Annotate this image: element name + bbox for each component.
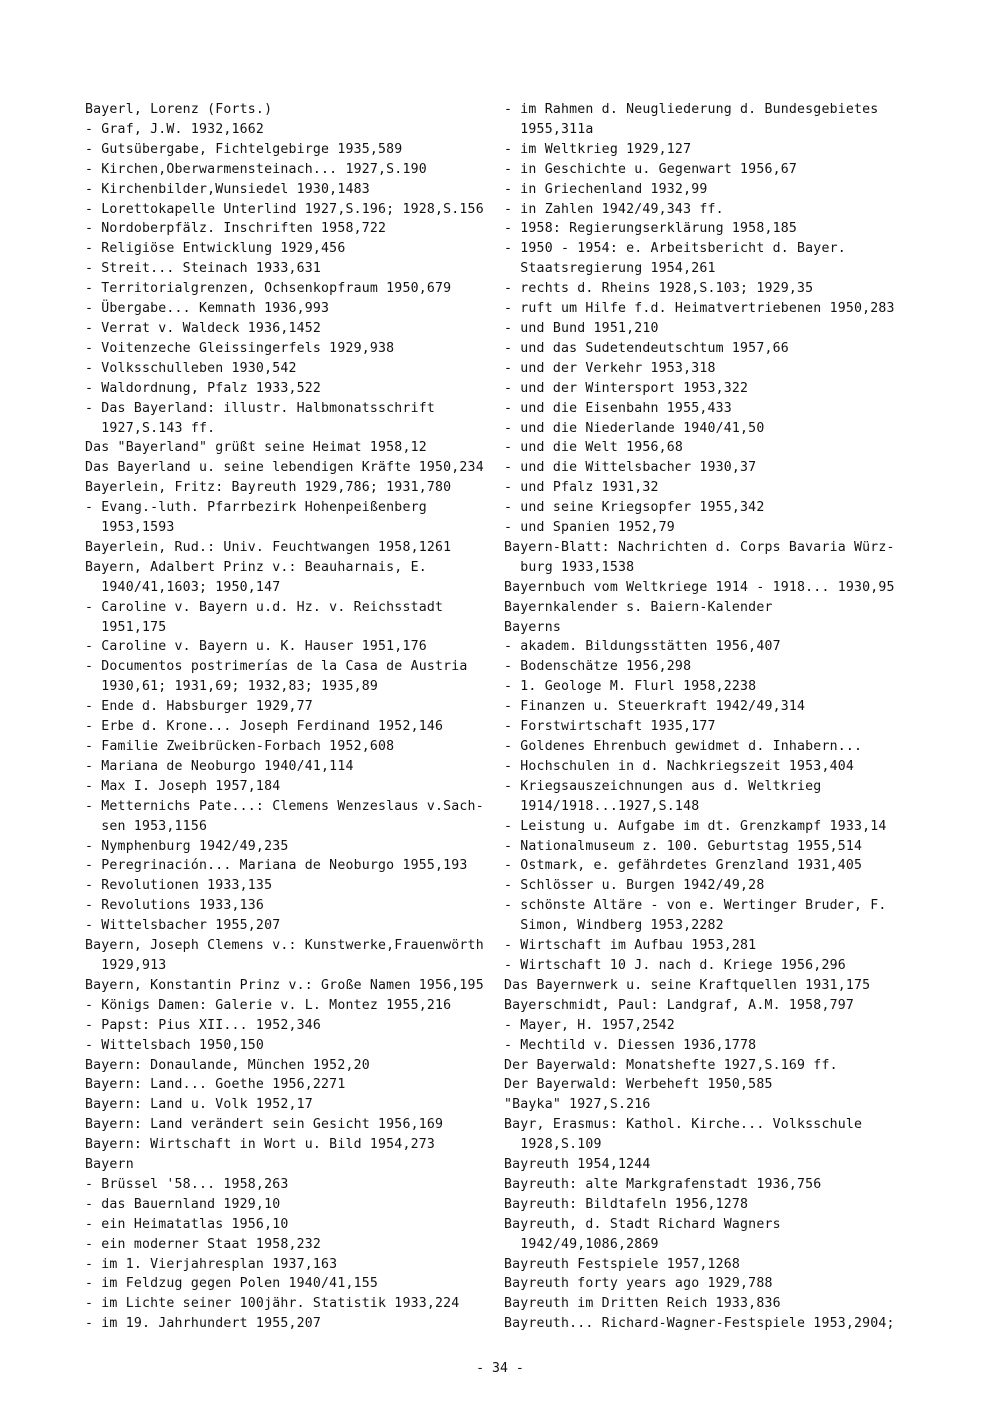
index-entry-line: - Nordoberpfälz. Inschriften 1958,722: [85, 221, 387, 237]
index-entry-line: Bayerlein, Rud.: Univ. Feuchtwangen 1958,1261: [85, 539, 452, 555]
index-entry-line: - Caroline v. Bayern u. K. Hauser 1951,176: [85, 639, 427, 655]
index-entry-line: - im Lichte seiner 100jähr. Statistik 1933,224: [85, 1296, 460, 1312]
index-entry-line: - Mayer, H. 1957,2542: [504, 1017, 675, 1033]
index-entry-line: - ein Heimatatlas 1956,10: [85, 1216, 289, 1232]
index-entry-line: Bayernkalender s. Baiern-Kalender: [504, 599, 773, 615]
index-entry-line: - und seine Kriegsopfer 1955,342: [504, 500, 765, 516]
index-entry-line: 1914/1918...1927,S.148: [504, 798, 700, 814]
index-entry-line: Bayreuth forty years ago 1929,788: [504, 1276, 773, 1292]
index-entry-line: Bayern, Joseph Clemens v.: Kunstwerke,Frauenwörth: [85, 938, 484, 954]
index-entry-line: - Religiöse Entwicklung 1929,456: [85, 241, 346, 257]
index-entry-line: - Kirchen,Oberwarmensteinach... 1927,S.190: [85, 161, 427, 177]
index-entry-line: - Brüssel '58... 1958,263: [85, 1176, 289, 1192]
index-entry-line: - Volksschulleben 1930,542: [85, 360, 297, 376]
index-entry-line: - Nymphenburg 1942/49,235: [85, 838, 289, 854]
index-entry-line: Bayerns: [504, 619, 561, 635]
index-entry-line: - Übergabe... Kemnath 1936,993: [85, 301, 330, 317]
index-entry-line: - und die Welt 1956,68: [504, 440, 684, 456]
index-entry-line: Bayern: Land... Goethe 1956,2271: [85, 1077, 346, 1093]
index-entry-line: Das "Bayerland" grüßt seine Heimat 1958,12: [85, 440, 427, 456]
index-entry-line: - im Feldzug gegen Polen 1940/41,155: [85, 1276, 379, 1292]
index-entry-line: Bayerschmidt, Paul: Landgraf, A.M. 1958,797: [504, 997, 855, 1013]
index-entry-line: - Caroline v. Bayern u.d. Hz. v. Reichsstadt: [85, 599, 444, 615]
index-entry-line: Bayreuth: Bildtafeln 1956,1278: [504, 1196, 749, 1212]
index-entry-line: - 1. Geologe M. Flurl 1958,2238: [504, 679, 757, 695]
index-entry-line: Bayern: Wirtschaft in Wort u. Bild 1954,273: [85, 1137, 436, 1153]
index-entry-line: - 1958: Regierungserklärung 1958,185: [504, 221, 798, 237]
index-entry-line: Bayern: Donaulande, München 1952,20: [85, 1057, 370, 1073]
index-entry-line: - Mechtild v. Diessen 1936,1778: [504, 1037, 757, 1053]
index-entry-line: 1951,175: [85, 619, 167, 635]
index-entry-line: sen 1953,1156: [85, 818, 208, 834]
index-entry-line: - das Bauernland 1929,10: [85, 1196, 281, 1212]
index-entry-line: - in Zahlen 1942/49,343 ff.: [504, 201, 724, 217]
index-entry-line: - Wittelsbach 1950,150: [85, 1037, 265, 1053]
index-entry-line: - Das Bayerland: illustr. Halbmonatsschrift: [85, 400, 436, 416]
index-entry-line: 1929,913: [85, 957, 167, 973]
index-entry-line: - akadem. Bildungsstätten 1956,407: [504, 639, 781, 655]
index-entry-line: - Revolutionen 1933,135: [85, 878, 273, 894]
index-entry-line: - in Griechenland 1932,99: [504, 181, 708, 197]
index-entry-line: Bayreuth 1954,1244: [504, 1157, 651, 1173]
index-entry-line: - im 19. Jahrhundert 1955,207: [85, 1316, 322, 1332]
index-entry-line: - im Weltkrieg 1929,127: [504, 141, 692, 157]
index-entry-line: - Familie Zweibrücken-Forbach 1952,608: [85, 739, 395, 754]
index-entry-line: - Voitenzeche Gleissingerfels 1929,938: [85, 340, 395, 356]
index-entry-line: - Streit... Steinach 1933,631: [85, 261, 322, 277]
index-entry-line: Simon, Windberg 1953,2282: [504, 918, 724, 934]
index-entry-line: - im Rahmen d. Neugliederung d. Bundesgebietes: [504, 102, 879, 117]
index-entry-line: - Max I. Joseph 1957,184: [85, 778, 281, 794]
index-entry-line: - in Geschichte u. Gegenwart 1956,67: [504, 161, 798, 177]
index-entry-line: - Wirtschaft 10 J. nach d. Kriege 1956,296: [504, 957, 846, 973]
index-entry-line: - und Pfalz 1931,32: [504, 480, 659, 496]
page-number: - 34 -: [476, 1361, 524, 1376]
index-entry-line: - Waldordnung, Pfalz 1933,522: [85, 380, 322, 396]
index-entry-line: Bayernbuch vom Weltkriege 1914 - 1918... 1930,95: [504, 579, 895, 595]
index-entry-line: - Wirtschaft im Aufbau 1953,281: [504, 938, 757, 954]
index-entry-line: 1927,S.143 ff.: [85, 420, 216, 436]
index-entry-line: - und das Sudetendeutschtum 1957,66: [504, 340, 789, 356]
index-entry-line: - Bodenschätze 1956,298: [504, 659, 692, 675]
index-entry-line: - Gutsübergabe, Fichtelgebirge 1935,589: [85, 141, 403, 157]
index-entry-line: - Leistung u. Aufgabe im dt. Grenzkampf 1933,14: [504, 818, 887, 834]
index-entry-line: - Graf, J.W. 1932,1662: [85, 121, 265, 137]
index-entry-line: - ein moderner Staat 1958,232: [85, 1236, 322, 1252]
index-entry-line: Das Bayerland u. seine lebendigen Kräfte 1950,234: [85, 460, 484, 476]
index-entry-line: "Bayka" 1927,S.216: [504, 1097, 651, 1113]
index-entry-line: Bayreuth Festspiele 1957,1268: [504, 1256, 741, 1272]
index-entry-line: 1942/49,1086,2869: [504, 1236, 659, 1252]
index-entry-line: Bayr, Erasmus: Kathol. Kirche... Volksschule: [504, 1117, 863, 1133]
index-entry-line: - Evang.-luth. Pfarrbezirk Hohenpeißenberg: [85, 500, 427, 516]
index-entry-line: - Metternichs Pate...: Clemens Wenzeslaus v.Sach-: [85, 798, 484, 814]
index-entry-line: Bayreuth im Dritten Reich 1933,836: [504, 1296, 781, 1312]
index-entry-line: 1940/41,1603; 1950,147: [85, 579, 281, 595]
index-entry-line: Der Bayerwald: Monatshefte 1927,S.169 ff.: [504, 1057, 838, 1073]
index-entry-line: - 1950 - 1954: e. Arbeitsbericht d. Bayer.: [504, 241, 846, 257]
index-entry-line: Bayern, Konstantin Prinz v.: Große Namen 1956,195: [85, 977, 484, 993]
index-entry-line: - schönste Altäre - von e. Wertinger Bruder, F.: [504, 898, 887, 914]
index-entry-line: - Kirchenbilder,Wunsiedel 1930,1483: [85, 181, 370, 197]
index-entry-line: - Documentos postrimerías de la Casa de Austria: [85, 659, 468, 675]
index-entry-line: Staatsregierung 1954,261: [504, 261, 716, 277]
index-entry-line: - und die Wittelsbacher 1930,37: [504, 460, 757, 476]
index-entry-line: 1930,61; 1931,69; 1932,83; 1935,89: [85, 679, 379, 695]
index-entry-line: - Königs Damen: Galerie v. L. Montez 1955,216: [85, 997, 452, 1013]
index-entry-line: Bayern: Land u. Volk 1952,17: [85, 1097, 313, 1113]
left-column: [85, 100, 485, 1334]
index-entry-line: Bayreuth, d. Stadt Richard Wagners: [504, 1216, 781, 1232]
index-entry-line: - Finanzen u. Steuerkraft 1942/49,314: [504, 699, 806, 715]
index-entry-line: - Goldenes Ehrenbuch gewidmet d. Inhabern...: [504, 739, 863, 754]
index-entry-line: - Nationalmuseum z. 100. Geburtstag 1955,514: [504, 838, 863, 854]
index-entry-line: 1953,1593: [85, 520, 175, 536]
index-entry-line: 1955,311a: [504, 121, 594, 137]
index-entry-line: - rechts d. Rheins 1928,S.103; 1929,35: [504, 281, 814, 297]
index-entry-line: - Lorettokapelle Unterlind 1927,S.196; 1928,S.156: [85, 201, 484, 217]
index-entry-line: - Forstwirtschaft 1935,177: [504, 719, 716, 735]
index-entry-line: - Wittelsbacher 1955,207: [85, 918, 281, 934]
index-entry-line: Bayern: Land verändert sein Gesicht 1956,169: [85, 1117, 444, 1133]
index-entry-line: Bayern, Adalbert Prinz v.: Beauharnais, E.: [85, 559, 427, 575]
index-entry-line: - im 1. Vierjahresplan 1937,163: [85, 1256, 338, 1272]
index-entry-line: burg 1933,1538: [504, 559, 635, 575]
index-entry-line: - Kriegsauszeichnungen aus d. Weltkrieg: [504, 778, 822, 794]
index-entry-line: - und die Eisenbahn 1955,433: [504, 400, 732, 416]
index-entry-line: Der Bayerwald: Werbeheft 1950,585: [504, 1077, 773, 1093]
right-column: [504, 100, 904, 1334]
index-entry-line: Bayern-Blatt: Nachrichten d. Corps Bavaria Würz-: [504, 539, 895, 555]
index-entry-line: - Hochschulen in d. Nachkriegszeit 1953,404: [504, 758, 855, 774]
index-entry-line: - und der Verkehr 1953,318: [504, 360, 716, 376]
index-entry-line: Bayerlein, Fritz: Bayreuth 1929,786; 1931,780: [85, 480, 452, 496]
index-entry-line: - und Spanien 1952,79: [504, 520, 675, 536]
index-entry-line: - und die Niederlande 1940/41,50: [504, 420, 765, 436]
index-entry-line: - Verrat v. Waldeck 1936,1452: [85, 320, 322, 336]
index-entry-line: Bayerl, Lorenz (Forts.): [85, 102, 273, 117]
index-entry-line: - Territorialgrenzen, Ochsenkopfraum 1950,679: [85, 281, 452, 297]
index-entry-line: Das Bayernwerk u. seine Kraftquellen 1931,175: [504, 977, 871, 993]
index-entry-line: 1928,S.109: [504, 1137, 602, 1153]
index-entry-line: Bayreuth: alte Markgrafenstadt 1936,756: [504, 1176, 822, 1192]
index-entry-line: - Schlösser u. Burgen 1942/49,28: [504, 878, 765, 894]
index-entry-line: - Ende d. Habsburger 1929,77: [85, 699, 313, 715]
index-entry-line: - Revolutions 1933,136: [85, 898, 265, 914]
index-entry-line: - Ostmark, e. gefährdetes Grenzland 1931,405: [504, 858, 863, 874]
index-entry-line: - Erbe d. Krone... Joseph Ferdinand 1952,146: [85, 719, 444, 735]
index-entry-line: - Papst: Pius XII... 1952,346: [85, 1017, 322, 1033]
index-entry-line: - und der Wintersport 1953,322: [504, 380, 749, 396]
index-entry-line: Bayern: [85, 1157, 134, 1173]
index-entry-line: Bayreuth... Richard-Wagner-Festspiele 1953,2904;: [504, 1316, 895, 1332]
index-entry-line: - Mariana de Neoburgo 1940/41,114: [85, 758, 354, 774]
index-entry-line: - Peregrinación... Mariana de Neoburgo 1955,193: [85, 858, 468, 874]
index-entry-line: - und Bund 1951,210: [504, 320, 659, 336]
index-entry-line: - ruft um Hilfe f.d. Heimatvertriebenen 1950,283: [504, 301, 895, 317]
